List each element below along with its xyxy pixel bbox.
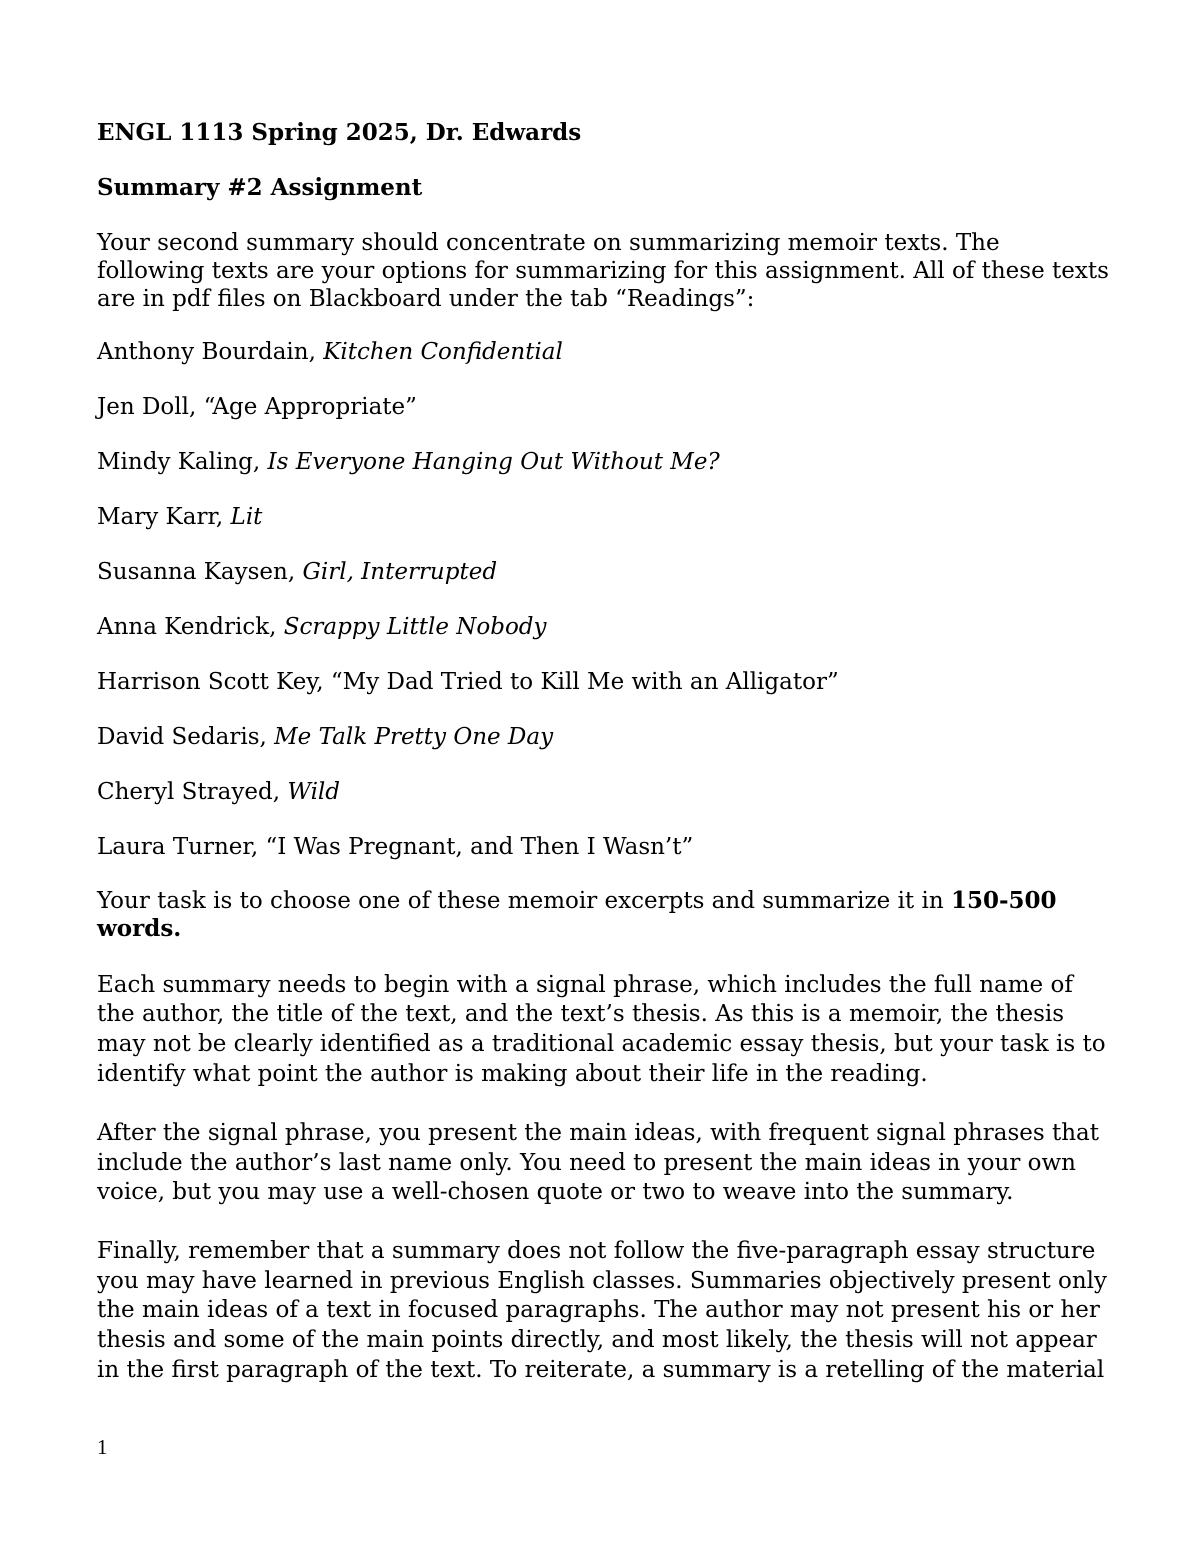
reading-title: Me Talk Pretty One Day: [274, 724, 554, 750]
task-line: [97, 915, 181, 943]
reading-title: Wild: [287, 779, 341, 805]
reading-title: Is Everyone Hanging Out Without Me?: [267, 449, 720, 475]
reading-author: Anthony Bourdain,: [97, 339, 324, 365]
reading-title: Kitchen Confidential: [323, 339, 563, 365]
intro-line: Your second summary should concentrate on summarizing memoir texts. The: [97, 230, 1000, 256]
signal-paragraph-line: identify what point the author is making about their life in the reading.: [97, 1061, 928, 1087]
signal-paragraph-line: may not be clearly identified as a traditional academic essay thesis, but your task is to: [97, 1031, 1106, 1057]
page-number: 1: [97, 1435, 108, 1459]
final-paragraph-line: the main ideas of a text in focused paragraphs. The author may not present his or her: [97, 1297, 1100, 1323]
final-paragraph-line: in the first paragraph of the text. To reiterate, a summary is a retelling of the material: [97, 1357, 1105, 1383]
final-paragraph-line: you may have learned in previous English classes. Summaries objectively present only: [97, 1268, 1108, 1294]
signal-paragraph-line: Each summary needs to begin with a signal phrase, which includes the full name of: [97, 972, 1073, 998]
reading-item: [97, 613, 547, 641]
reading-item: [97, 668, 839, 696]
reading-author: Jen Doll,: [97, 394, 204, 420]
main-ideas-paragraph-line: After the signal phrase, you present the main ideas, with frequent signal phrases that: [97, 1120, 1099, 1146]
word-count-unit: words: [97, 915, 174, 942]
reading-item: [97, 393, 417, 421]
intro-line: following texts are your options for summarizing for this assignment. All of these texts: [97, 258, 1109, 284]
task-text: Your task is to choose one of these memoir excerpts and summarize it in: [97, 888, 951, 914]
reading-author: Cheryl Strayed,: [97, 779, 288, 805]
reading-author: Harrison Scott Key,: [97, 669, 331, 695]
course-heading: ENGL 1113 Spring 2025, Dr. Edwards: [97, 119, 582, 146]
reading-item: [97, 833, 693, 861]
reading-item: [97, 503, 262, 531]
reading-title: “Age Appropriate”: [203, 394, 417, 420]
task-line: [97, 887, 1057, 915]
reading-item: [97, 778, 340, 806]
task-period: .: [173, 915, 182, 942]
reading-title: Scrappy Little Nobody: [283, 614, 547, 640]
reading-title: “I Was Pregnant, and Then I Wasn’t”: [265, 834, 694, 860]
reading-title: Lit: [230, 504, 263, 530]
reading-author: Susanna Kaysen,: [97, 559, 303, 585]
reading-item: [97, 723, 553, 751]
reading-author: David Sedaris,: [97, 724, 275, 750]
final-paragraph-line: Finally, remember that a summary does not follow the five-paragraph essay structure: [97, 1238, 1096, 1264]
reading-author: Laura Turner,: [97, 834, 266, 860]
assignment-title: Summary #2 Assignment: [97, 174, 423, 201]
signal-paragraph-line: the author, the title of the text, and the text’s thesis. As this is a memoir, the thesis: [97, 1001, 1065, 1027]
reading-item: [97, 448, 720, 476]
reading-item: [97, 338, 563, 366]
reading-title: “My Dad Tried to Kill Me with an Alligator”: [330, 669, 839, 695]
reading-item: [97, 558, 497, 586]
reading-author: Anna Kendrick,: [97, 614, 284, 640]
main-ideas-paragraph-line: include the author’s last name only. You need to present the main ideas in your own: [97, 1150, 1076, 1176]
reading-author: Mary Karr,: [97, 504, 231, 530]
reading-author: Mindy Kaling,: [97, 449, 268, 475]
final-paragraph-line: thesis and some of the main points directly, and most likely, the thesis will not appear: [97, 1327, 1097, 1353]
main-ideas-paragraph-line: voice, but you may use a well-chosen quote or two to weave into the summary.: [97, 1179, 1014, 1205]
word-count-range: 150-500: [950, 887, 1057, 914]
reading-title: Girl, Interrupted: [302, 559, 498, 585]
intro-line: are in pdf files on Blackboard under the tab “Readings”:: [97, 286, 755, 312]
